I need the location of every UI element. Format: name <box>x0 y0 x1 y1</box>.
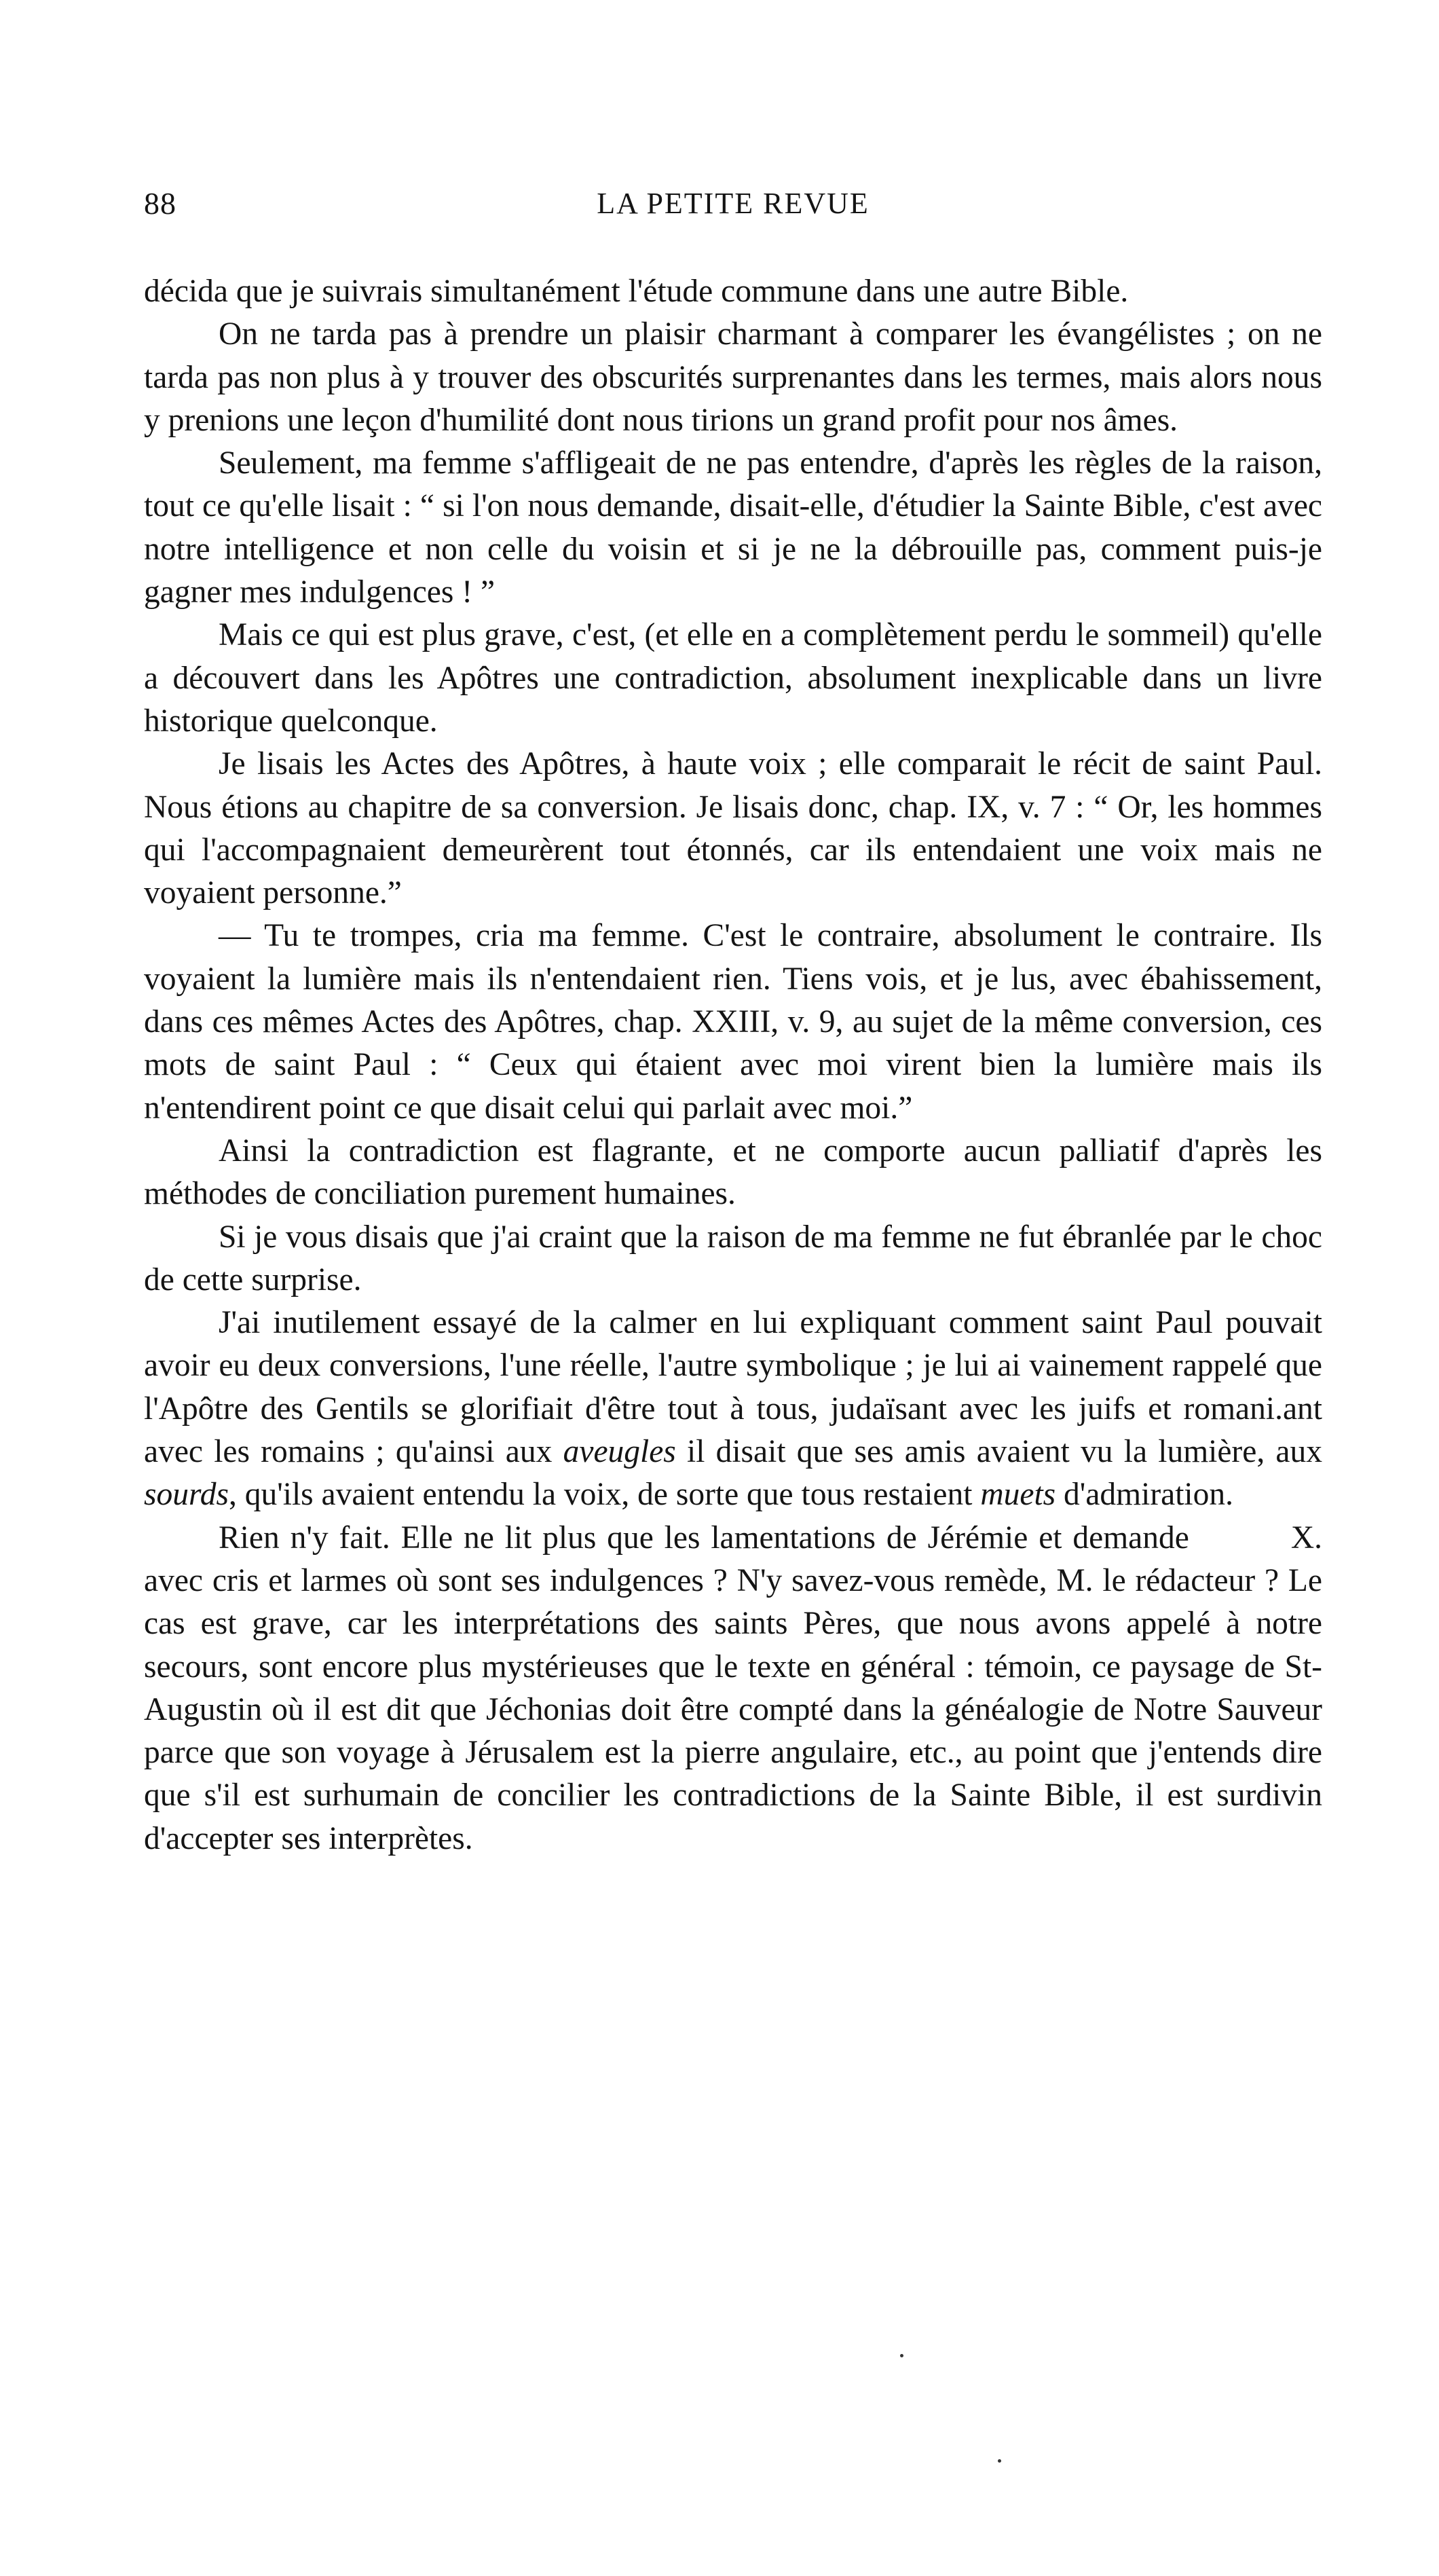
text-run: Seulement, ma femme s'affligeait de ne pas entendre, d'après les règles de la raison, tout ce qu'elle lisait : “ si l'on nous demande, disait-elle, d'étudier la Sainte Bible, c'est avec notre intelligence et non celle du voisin et si je ne la débrouille pas, comment puis-je gagner mes indulgences ! ” <box>144 445 1322 610</box>
paragraph <box>144 1130 1322 1216</box>
paragraph <box>144 313 1322 442</box>
text-run: d'admiration. <box>1055 1477 1233 1513</box>
text-run: Je lisais les Actes des Apôtres, à haute voix ; elle comparait le récit de saint Paul. Nous étions au chapitre de sa conversion. Je lisais donc, chap. IX, v. 7 : “ Or, les hommes qui l'accompagnaient demeurèrent tout étonnés, car ils entendaient une voix mais ne voyaient personne.” <box>144 746 1322 911</box>
print-speck <box>900 2354 903 2357</box>
italic-word: muets <box>980 1477 1056 1513</box>
paragraph <box>144 270 1322 313</box>
article-body <box>144 270 1322 1860</box>
text-run: Mais ce qui est plus grave, c'est, (et elle en a complètement perdu le sommeil) qu'elle a découvert dans les Apôtres une contradiction, absolument inexplicable dans un livre historique quelconque. <box>144 617 1322 739</box>
running-head <box>144 183 1322 224</box>
text-run: Ainsi la contradiction est flagrante, et ne comporte aucun palliatif d'après les méthodes de conciliation purement humaines. <box>144 1133 1322 1212</box>
text-run: , qu'ils avaient entendu la voix, de sorte que tous restaient <box>228 1477 981 1513</box>
paragraph <box>144 915 1322 1129</box>
text-run: décida que je suivrais simultanément l'étude commune dans une autre Bible. <box>144 274 1129 309</box>
text-run: On ne tarda pas à prendre un plaisir charmant à comparer les évangélistes ; on ne tarda pas non plus à y trouver des obscurités surprenantes dans les termes, mais alors nous y prenions une leçon d'humilité dont nous tirions un grand profit pour nos âmes. <box>144 316 1322 438</box>
paragraph <box>144 614 1322 743</box>
text-run: il disait que ses amis avaient vu la lumière, aux <box>675 1434 1323 1470</box>
running-title: LA PETITE REVUE <box>597 187 870 220</box>
italic-word: sourds <box>144 1477 229 1513</box>
paragraph <box>144 1517 1322 1860</box>
author-signature: X. <box>1290 1520 1322 1556</box>
text-run: Si je vous disais que j'ai craint que la raison de ma femme ne fut ébranlée par le choc de cette surprise. <box>144 1219 1322 1298</box>
print-speck <box>998 2459 1001 2463</box>
text-run: — Tu te trompes, cria ma femme. C'est le contraire, absolument le contraire. Ils voyaient la lumière mais ils n'entendaient rien. Tiens vois, et je lus, avec ébahissement, dans ces mêmes Actes des Apôtres, chap. XXIII, v. 9, au sujet de la même conversion, ces mots de saint Paul : “ Ceux qui étaient avec moi virent bien la lumière mais ils n'entendirent point ce que disait celui qui parlait avec moi.” <box>144 918 1322 1126</box>
paragraph <box>144 1302 1322 1516</box>
paragraph <box>144 442 1322 614</box>
page-number: 88 <box>144 186 176 221</box>
paragraph <box>144 1216 1322 1302</box>
text-run: J'ai inutilement essayé de la calmer en lui expliquant comment saint Paul pouvait avoir eu deux conversions, l'une réelle, l'autre symbolique ; je lui ai vainement rappelé que l'Apôtre des Gentils se glorifiait d'être tout à tous, judaïsant avec les juifs et romani.ant avec les romains ; qu'ainsi aux <box>144 1305 1322 1470</box>
italic-word: aveugles <box>563 1434 676 1470</box>
paragraph <box>144 743 1322 915</box>
text-run: Rien n'y fait. Elle ne lit plus que les lamentations de Jérémie et demande avec cris et larmes où sont ses indulgences ? N'y savez-vous remède, M. le rédacteur ? Le cas est grave, car les interprétations des saints Pères, que nous avons appelé à notre secours, sont encore plus mystérieuses que le texte en général : témoin, ce paysage de St-Augustin où il est dit que Jéchonias doit être compté dans la généalogie de Notre Sauveur parce que son voyage à Jérusalem est la pierre angulaire, etc., au point que j'entends dire que s'il est surhumain de concilier les contradictions de la Sainte Bible, il est surdivin d'accepter ses interprètes. <box>144 1520 1322 1856</box>
